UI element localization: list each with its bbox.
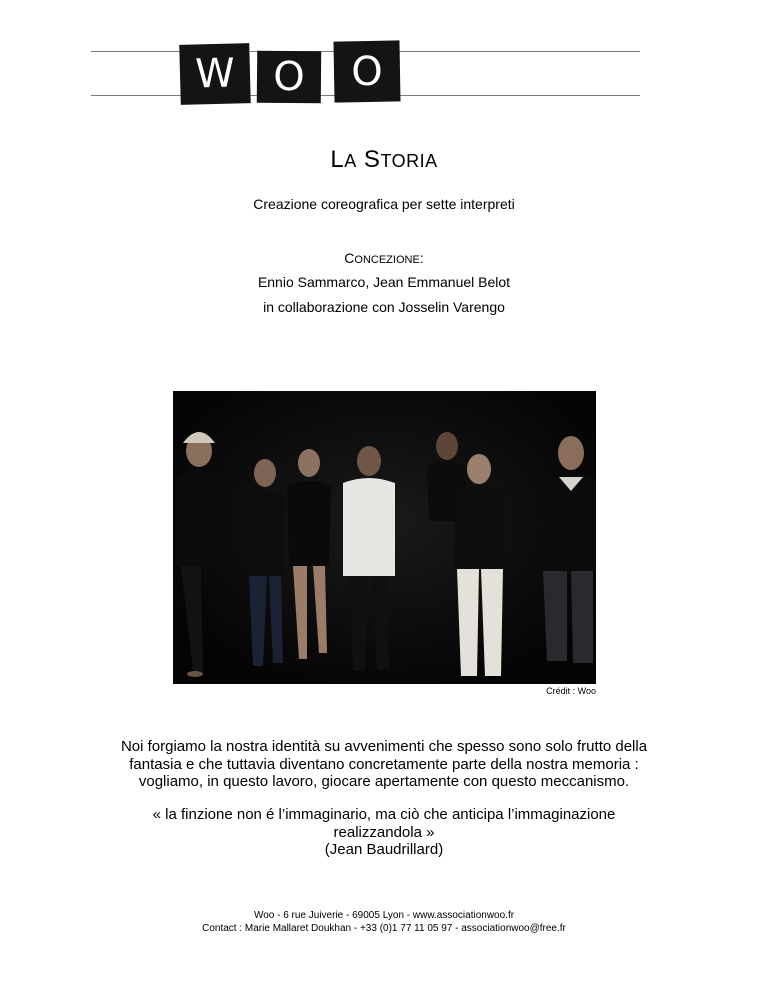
baudrillard-quote [0, 806, 768, 859]
paragraph-line: fantasia e che tuttavia diventano concretamente parte della nostra memoria : [129, 755, 639, 773]
authors: Ennio Sammarco, Jean Emmanuel Belot [257, 274, 511, 290]
logo-letter-o-1: O [257, 51, 321, 104]
footer-contact: Contact : Marie Mallaret Doukhan - +33 (0)1 77 11 05 97 - associationwoo@free.fr [202, 923, 566, 934]
paragraph-line: vogliamo, in questo lavoro, giocare apertamente con questo meccanismo. [138, 773, 630, 790]
footer [0, 909, 768, 935]
intro-paragraph [0, 738, 768, 791]
quote-line: « la finzione non é l’immaginario, ma ciò che anticipa l’immaginazione [152, 806, 616, 823]
performers-photo-image [173, 391, 596, 684]
footer-address: Woo - 6 rue Juiverie - 69005 Lyon - www.associationwoo.fr [253, 910, 515, 921]
page-title: LA STORIA [330, 146, 438, 173]
performers-photo [173, 391, 596, 684]
quote-line: realizzandola » [333, 823, 435, 841]
photo-credit: Crédit : Woo [546, 686, 596, 696]
logo-letter-o-2: O [333, 40, 400, 102]
subtitle: Creazione coreografica per sette interpreti [253, 196, 515, 212]
quote-author: (Jean Baudrillard) [324, 841, 444, 858]
collaboration-line: in collaborazione con Josselin Varengo [263, 299, 505, 315]
paragraph-line: Noi forgiamo la nostra identità su avvenimenti che spesso sono solo frutto della [120, 738, 648, 755]
logo-letter-w: W [179, 43, 251, 105]
concezione-heading: CONCEZIONE: [344, 250, 424, 266]
